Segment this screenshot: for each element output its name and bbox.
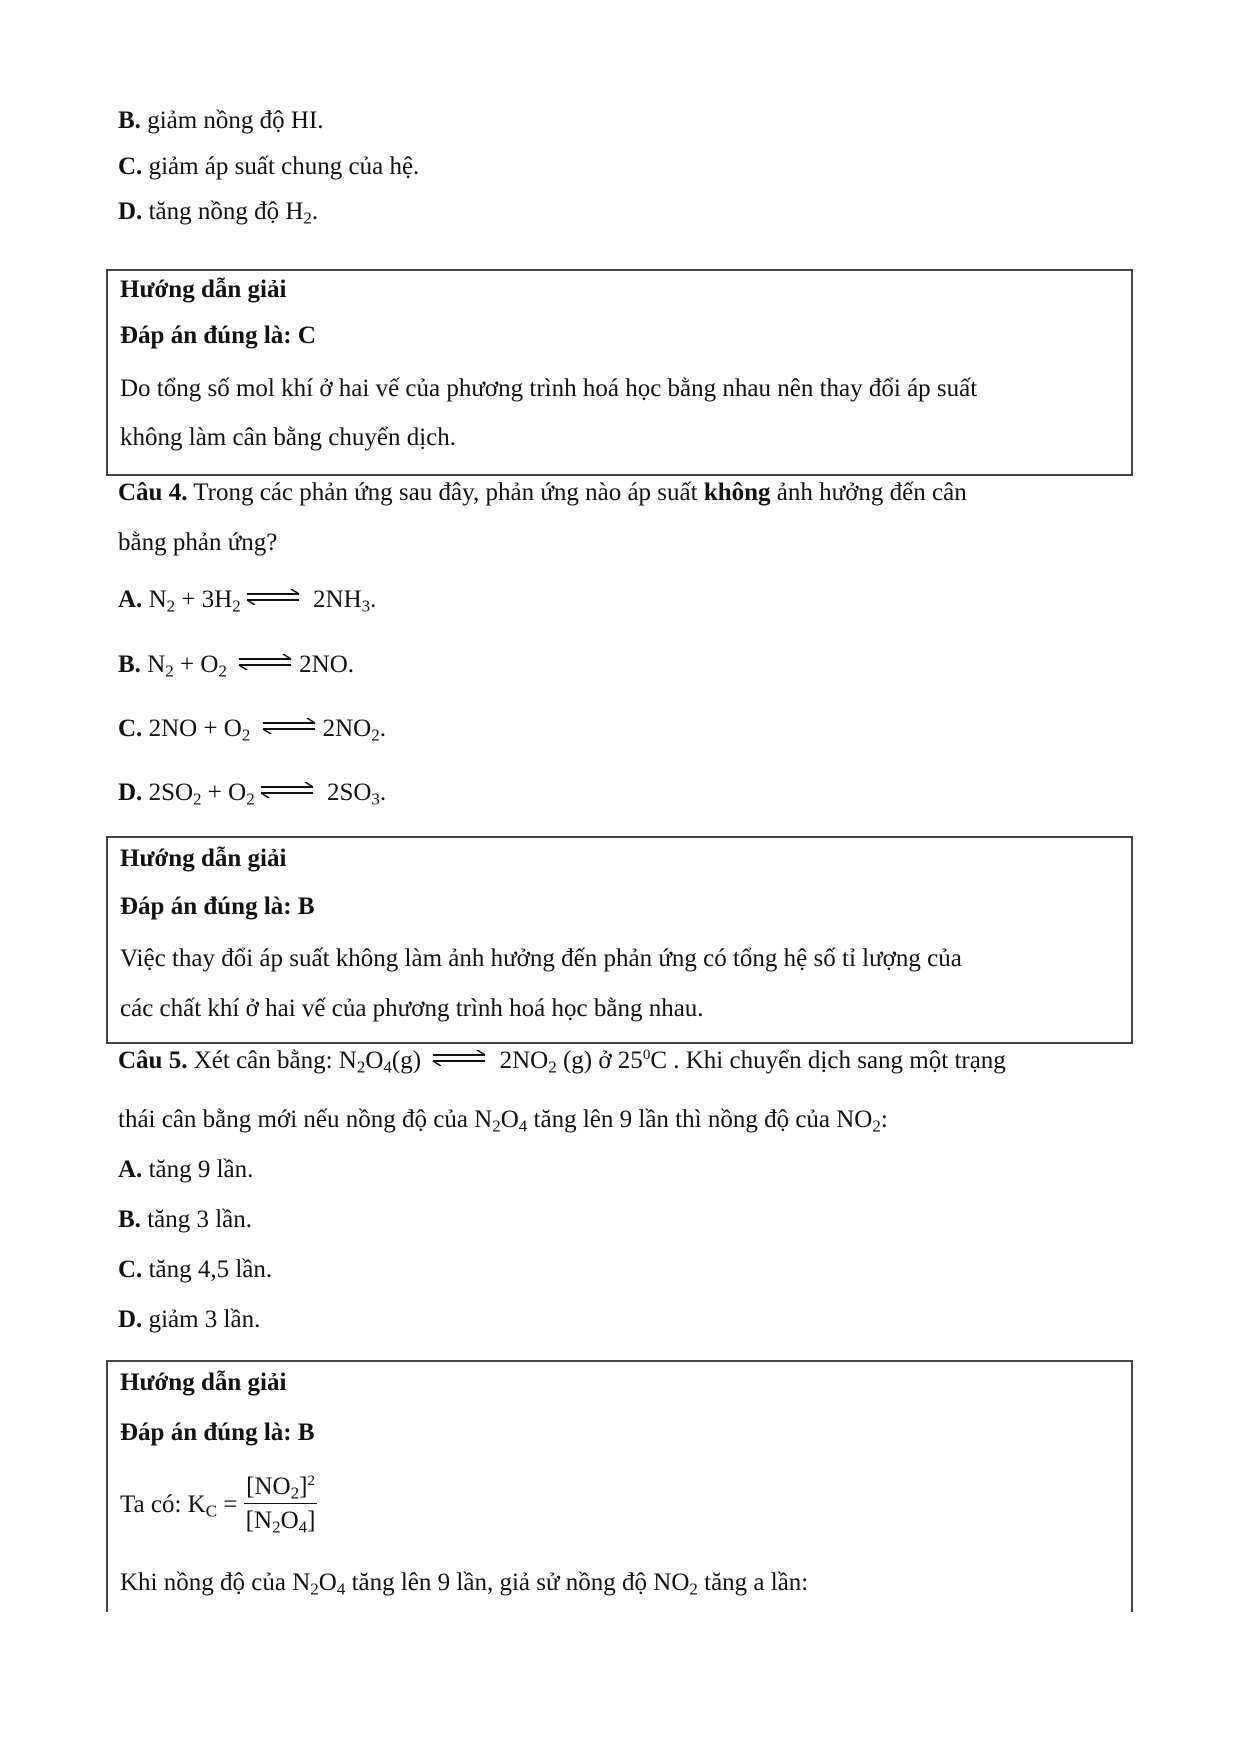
equilibrium-arrow-icon <box>259 782 317 798</box>
equilibrium-arrow-icon <box>245 589 303 605</box>
q5-option-d: D. giảm 3 lần. <box>118 1306 261 1333</box>
q3-option-d: D. tăng nồng độ $H_2$. <box>118 198 319 228</box>
explanation-line-2: các chất khí ở hai vế của phương trình hoá học bằng nhau. <box>120 995 704 1022</box>
q4-stem-line-2: bằng phản ứng? <box>118 529 278 556</box>
solution-heading: Hướng dẫn giải <box>120 1369 287 1396</box>
q3-option-b: B. giảm nồng độ HI. <box>118 107 324 134</box>
q4-option-d: D. $2SO_2 + O_2$ $2SO_3$. <box>118 779 387 809</box>
q5-option-b: B. tăng 3 lần. <box>118 1206 253 1233</box>
q4-option-b: B. $N_2 + O_2$ 2NO. <box>118 651 355 681</box>
answer-label: Đáp án đúng là: B <box>120 1419 315 1446</box>
answer-label: Đáp án đúng là: B <box>120 893 315 920</box>
q4-option-a: A. $N_2 + 3H_2$ $2NH_3$. <box>118 586 377 616</box>
kc-fraction: $\frac{[NO_2]^2}{[N_2O_4]}$ <box>245 1472 316 1537</box>
equilibrium-arrow-icon <box>237 654 295 670</box>
q3-solution-box <box>106 269 1133 476</box>
solution-heading: Hướng dẫn giải <box>120 845 287 872</box>
kc-formula: Ta có: $K_C$ = $\frac{[NO_2]^2}{[N_2O_4]}$ <box>120 1472 316 1537</box>
explanation-line-2: không làm cân bằng chuyển dịch. <box>120 424 457 451</box>
explanation-line-1: Do tổng số mol khí ở hai vế của phương trình hoá học bằng nhau nên thay đổi áp suất <box>120 375 978 402</box>
explanation-line: Khi nồng độ của $N_2O_4$ tăng lên 9 lần, giả sử nồng độ $NO_2$ tăng a lần: <box>120 1569 809 1599</box>
q5-option-a: A. tăng 9 lần. <box>118 1156 254 1183</box>
equilibrium-arrow-icon <box>261 718 319 734</box>
q4-option-c: C. $2NO + O_2$ $2NO_2$. <box>118 715 386 745</box>
explanation-line-1: Việc thay đổi áp suất không làm ảnh hưởng đến phản ứng có tổng hệ số tỉ lượng của <box>120 945 962 972</box>
q5-stem-line-2: thái cân bằng mới nếu nồng độ của $N_2O_4$ tăng lên 9 lần thì nồng độ của $NO_2$: <box>118 1106 888 1136</box>
q5-stem: Câu 5. Xét cân bằng: $N_2O_4(g)$ $2NO_2$ (g) ở $25^0C$ . Khi chuyển dịch sang một trạng <box>118 1047 1006 1077</box>
q5-option-c: C. tăng 4,5 lần. <box>118 1256 273 1283</box>
q3-option-c: C. giảm áp suất chung của hệ. <box>118 153 420 180</box>
q4-stem: Câu 4. Trong các phản ứng sau đây, phản ứng nào áp suất không ảnh hưởng đến cân <box>118 479 967 506</box>
q4-solution-box <box>106 836 1133 1044</box>
q5-solution-box <box>106 1360 1133 1612</box>
answer-label: Đáp án đúng là: C <box>120 322 316 349</box>
solution-heading: Hướng dẫn giải <box>120 276 287 303</box>
equilibrium-arrow-icon <box>431 1050 489 1066</box>
